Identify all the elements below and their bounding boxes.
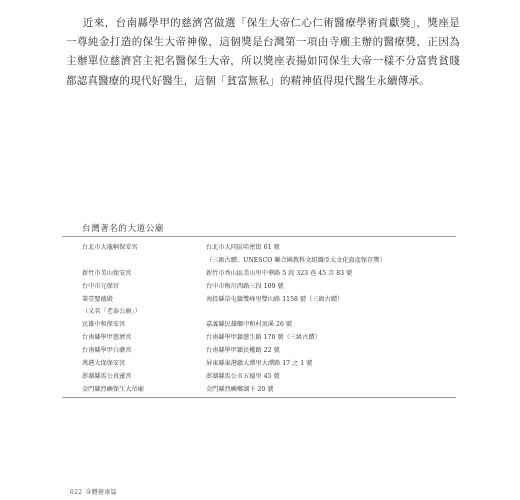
temple-name: 萬港大保保安宮 <box>82 360 126 368</box>
temple-name: 第壹聖德殿 <box>82 295 113 303</box>
temple-address: 台南縣學甲鎮慈生路 170 號（三級古蹟） <box>206 334 321 342</box>
table-row <box>82 242 452 255</box>
temple-name: 新竹市美山保安宮 <box>82 269 132 277</box>
book-section-title: 身體健康篇 <box>85 489 117 496</box>
page-footer <box>70 489 117 497</box>
temple-address: 台中市梅川西路三段 109 號 <box>206 282 284 290</box>
table-row <box>82 371 452 384</box>
temple-address: 屏東縣東港鎮大潭里大潭路 17 之 1 號 <box>206 360 313 368</box>
temple-name: 台北市大龍峒保安宮 <box>82 244 138 251</box>
table-row <box>82 319 452 332</box>
temple-address: （三級古蹟、UNESCO 聯合國教科文組織亞太文化資產保存獎） <box>206 256 386 264</box>
temple-address: 嘉義縣民雄鄉中和村頂溪 26 號 <box>206 321 293 329</box>
table-row <box>82 306 452 319</box>
temple-name: 台中市元保宮 <box>82 282 120 290</box>
table-top-rule <box>62 236 456 237</box>
temple-address <box>206 306 452 319</box>
table-row <box>82 384 452 397</box>
temple-address: 台南縣學甲鎮民權路 22 號 <box>206 347 280 355</box>
temple-address: 南投縣草屯鎮雙峰里雙山路 1158 號（三級古蹟） <box>206 295 344 303</box>
temple-address: 新竹市香山區美山里中華路 5 段 323 巷 45 弄 83 號 <box>206 269 353 277</box>
temple-name: 台南縣學甲白礁宮 <box>82 347 132 355</box>
table-row <box>82 358 452 371</box>
table-row <box>82 345 452 358</box>
temple-name: 民雄中和保安宮 <box>82 321 126 329</box>
temple-name: （又名「老泰公廟」） <box>82 308 141 316</box>
page-number: 022 <box>70 489 83 496</box>
temple-address: 台北市大同區哈密街 61 號 <box>206 244 280 251</box>
temple-address: 澎湖縣馬公市五德里 45 號 <box>206 372 280 380</box>
table-row <box>82 255 452 268</box>
temple-address: 金門縣烈嶼鄉湖下 20 號 <box>206 385 274 393</box>
table-row <box>82 332 452 345</box>
table-title: 台灣著名的大道公廟 <box>82 224 164 234</box>
table-row <box>82 281 452 294</box>
table-bottom-rule <box>62 397 456 398</box>
temple-name: 台南縣學甲慈濟宮 <box>82 334 132 342</box>
temple-list <box>82 242 452 397</box>
temple-name: 澎湖縣馬公真靈宮 <box>82 372 132 380</box>
intro-paragraph: 近來，台南縣學甲的慈濟宮做選「保生大帝仁心仁術醫療學術貢獻獎」，獎座是一尊純金打造的保生大帝神像，這個獎是台灣第一項由寺廟主辦的醫療獎，正因為主辦單位慈濟宮主祀名醫保生大帝，所以獎座表揚如同保生大帝一樣不分富貴貧賤都認真醫療的現代好醫生，這個「貧富無私」的精神值得現代醫生永續傳承。 <box>66 17 460 87</box>
temple-name <box>82 255 206 268</box>
table-row <box>82 294 452 307</box>
temple-name: 金門縣烈嶼保生大帝廟 <box>82 385 144 393</box>
table-row <box>82 268 452 281</box>
